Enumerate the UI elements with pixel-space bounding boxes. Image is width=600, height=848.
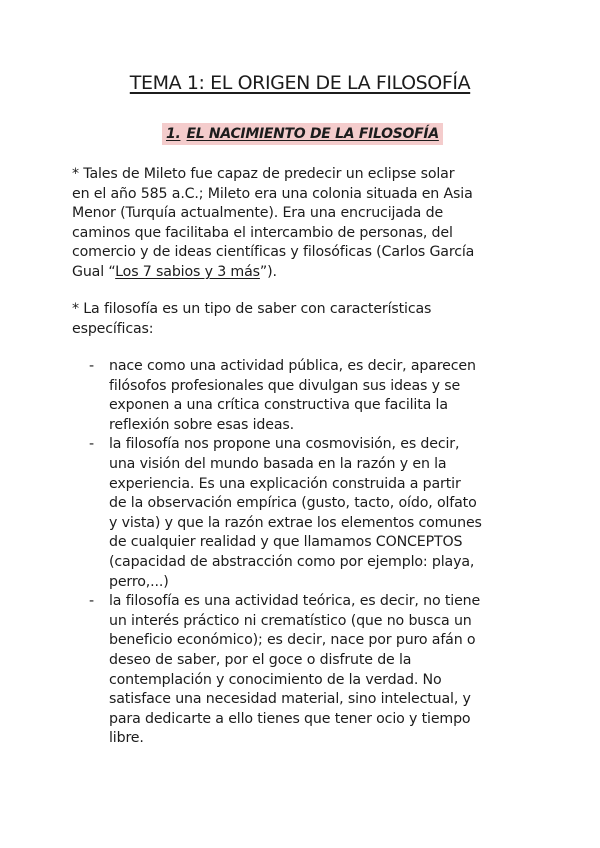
- list-item-line: la filosofía es una actividad teórica, es decir, no tiene: [109, 593, 481, 610]
- list-item-line: reflexión sobre esas ideas.: [109, 416, 294, 433]
- paragraph-line-end: ”).: [259, 263, 277, 280]
- book-title-link[interactable]: Los 7 sabios y 3 más: [115, 263, 260, 280]
- paragraph-line-start: Gual “: [72, 263, 116, 280]
- paragraph-line: en el año 585 a.C.; Mileto era una colonia situada en Asia: [72, 185, 473, 202]
- paragraph-line: comercio y de ideas científicas y filosóficas (Carlos García: [72, 244, 475, 261]
- list-item-line: deseo de saber, por el goce o disfrute de la: [109, 651, 412, 668]
- list-item: [72, 357, 542, 435]
- bullet-dash: -: [89, 593, 94, 610]
- section-heading: [162, 123, 443, 145]
- bullet-dash: -: [89, 436, 94, 453]
- list-item-line: y vista) y que la razón extrae los elementos comunes: [109, 514, 482, 531]
- list-item-line: para dedicarte a ello tienes que tener ocio y tiempo: [109, 710, 471, 727]
- list-item-line: de cualquier realidad y que llamamos CONCEPTOS: [109, 534, 463, 551]
- list-item-line: nace como una actividad pública, es decir, aparecen: [109, 358, 476, 374]
- list-item: [72, 435, 542, 592]
- paragraph-tales: [72, 165, 534, 283]
- list-item-line: beneficio económico); es decir, nace por puro afán o: [109, 632, 476, 649]
- list-item-line: libre.: [109, 730, 144, 747]
- characteristics-list: [72, 357, 542, 749]
- section-number: 1.: [166, 126, 181, 142]
- paragraph-line-last: [72, 263, 534, 283]
- paragraph-line: Menor (Turquía actualmente). Era una encrucijada de: [72, 205, 444, 222]
- list-item-line: (capacidad de abstracción como por ejemplo: playa,: [109, 553, 475, 570]
- paragraph-line: caminos que facilitaba el intercambio de personas, del: [72, 224, 453, 241]
- list-item-line: una visión del mundo basada en la razón y en la: [109, 455, 447, 472]
- list-item: [72, 592, 542, 749]
- bullet-dash: -: [89, 358, 94, 374]
- list-item-line: filósofos profesionales que divulgan sus ideas y se: [109, 377, 461, 394]
- paragraph-line: * Tales de Mileto fue capaz de predecir un eclipse solar: [72, 166, 455, 182]
- list-item-line: satisface una necesidad material, sino intelectual, y: [109, 691, 471, 708]
- paragraph-line: * La filosofía es un tipo de saber con características: [72, 301, 432, 317]
- list-item-line: contemplación y conocimiento de la verdad. No: [109, 671, 442, 688]
- list-item-line: un interés práctico ni crematístico (que no busca un: [109, 612, 472, 629]
- paragraph-line: específicas:: [72, 320, 154, 337]
- list-item-line: la filosofía nos propone una cosmovisión, es decir,: [109, 436, 460, 453]
- paragraph-filosofia: [72, 300, 534, 339]
- list-item-line: de la observación empírica (gusto, tacto, oído, olfato: [109, 495, 477, 512]
- section-heading-text: EL NACIMIENTO DE LA FILOSOFÍA: [186, 126, 439, 142]
- list-item-line: perro,...): [109, 573, 169, 590]
- page-title: TEMA 1: EL ORIGEN DE LA FILOSOFÍA: [129, 72, 471, 94]
- list-item-line: exponen a una crítica constructiva que facilita la: [109, 397, 448, 414]
- list-item-line: experiencia. Es una explicación construida a partir: [109, 475, 461, 492]
